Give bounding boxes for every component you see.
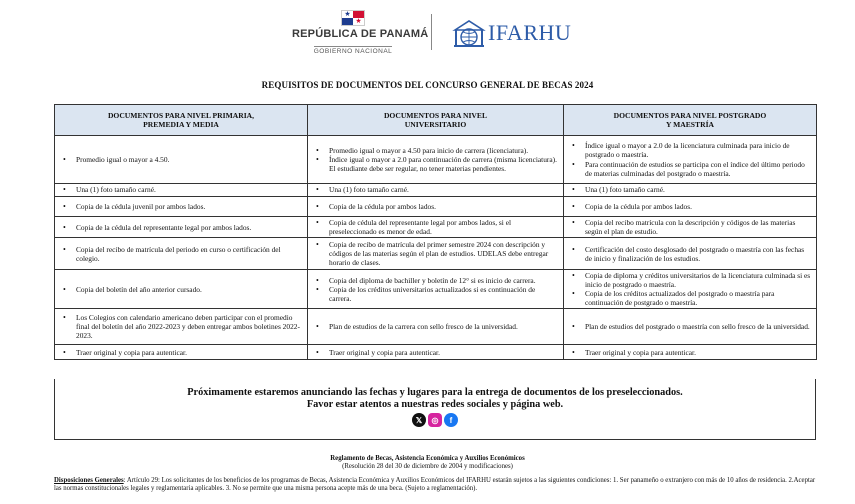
table-row (55, 309, 817, 345)
requirement-item: • Copia del recibo matrícula con la descripción y códigos de las materias según el plan de estudio. (572, 218, 812, 236)
table-cell (55, 217, 308, 238)
announcement-box (54, 379, 816, 440)
requirement-item: • Una (1) foto tamaño carné. (316, 185, 559, 194)
requirement-item: • Copia del recibo de matrícula del periodo en curso o certificación del colegio. (63, 245, 303, 263)
requirement-item: • Promedio igual o mayor a 4.50. (63, 155, 303, 164)
table-cell (308, 217, 564, 238)
dispositions-text: : Artículo 29: Los solicitantes de los beneficios de los programas de Becas, Asistencia Económica y Auxilios Económicos del IFARHU estarán sujetos a las siguientes condiciones: 1. Ser panameño o extranjero con más de 10 años de residencia. 2.Aceptar las normas constitucionales legales y reglamentaria aplicables. 3. No se permite que una misma persona acepte más de una beca. (Sujeto a reglamentación). (54, 477, 816, 493)
requirement-item: • Copia de los créditos actualizados del postgrado o maestría para continuación de postgrado o maestría. (572, 289, 812, 307)
requirement-list (63, 285, 303, 294)
requirement-item: • Los Colegios con calendario americano deben participar con el promedio final del boletín del año 2022-2023 y deben entregar ambos boletines 2022-2023. (63, 313, 303, 340)
table-row (55, 184, 817, 197)
requirement-item: • Promedio igual o mayor a 4.50 para inicio de carrera (licenciatura). (316, 146, 559, 155)
social-links (55, 413, 815, 427)
requirement-item: • Traer original y copia para autenticar. (316, 348, 559, 357)
table-cell (55, 184, 308, 197)
table-cell (564, 309, 817, 345)
column-header-1 (55, 105, 308, 136)
table-cell (308, 270, 564, 309)
requirement-list (572, 271, 812, 307)
table-cell (564, 270, 817, 309)
requirement-list (63, 185, 303, 194)
requirement-list (63, 313, 303, 340)
table-cell (308, 238, 564, 270)
table-cell (308, 309, 564, 345)
column-header-line: DOCUMENTOS PARA NIVEL POSTGRADO (613, 110, 767, 120)
requirement-list (63, 202, 303, 211)
requirement-list (572, 202, 812, 211)
column-header-line: Y MAESTRÍA (665, 120, 715, 129)
ifarhu-logo-text: IFARHU (488, 20, 572, 45)
requirement-item: • Copia de la cédula por ambos lados. (572, 202, 812, 211)
requirement-list (316, 185, 559, 194)
requirement-item: • Copia de la cédula del representante legal por ambos lados. (63, 223, 303, 232)
ifarhu-building-icon (452, 18, 486, 48)
general-dispositions (54, 477, 824, 494)
table-row (55, 238, 817, 270)
panama-government-logo (292, 10, 429, 55)
requirement-item: • Copia de la cédula juvenil por ambos lados. (63, 202, 303, 211)
requirement-item: • Índice igual o mayor a 2.0 para continuación de carrera (misma licenciatura). El estudiante debe ser regular, no tener materias pendientes. (316, 155, 559, 173)
requirement-item: • Índice igual o mayor a 2.0 de la licenciatura culminada para inicio de postgrado o maestría. (572, 141, 812, 159)
table-cell (55, 197, 308, 217)
requirement-item: • Copia de cédula del representante legal por ambos lados, si el preseleccionado es menor de edad. (316, 218, 559, 236)
table-header-row (55, 105, 817, 136)
table-cell (308, 184, 564, 197)
requirement-list (572, 218, 812, 236)
column-header-2 (308, 105, 564, 136)
column-header-line: PREMEDIA Y MEDIA (143, 120, 219, 129)
requirement-item: • Plan de estudios de la carrera con sello fresco de la universidad. (316, 322, 559, 331)
requirement-list (63, 155, 303, 164)
table-cell (564, 238, 817, 270)
table-cell (564, 217, 817, 238)
x-icon[interactable]: 𝕏 (412, 413, 426, 427)
requirement-item: • Copia de la cédula por ambos lados. (316, 202, 559, 211)
page-header (0, 10, 855, 54)
logo-divider (431, 14, 432, 50)
requirement-list (572, 141, 812, 177)
table-cell (55, 309, 308, 345)
regulation-title: Reglamento de Becas, Asistencia Económica y Auxilios Económicos (330, 455, 525, 462)
requirement-item: • Plan de estudios del postgrado o maestría con sello fresco de la universidad. (572, 322, 812, 331)
requirement-list (316, 348, 559, 357)
table-row (55, 136, 817, 184)
table-cell (55, 136, 308, 184)
table-cell (564, 136, 817, 184)
column-header-line: UNIVERSITARIO (404, 120, 467, 129)
panama-flag-icon: ★ ★ (341, 10, 365, 26)
table-row (55, 345, 817, 360)
requirement-list (316, 218, 559, 236)
column-header-line: DOCUMENTOS PARA NIVEL PRIMARIA, (107, 110, 255, 120)
requirement-list (63, 245, 303, 263)
requirement-item: • Copia de los créditos universitarios actualizados si es continuación de carrera. (316, 285, 559, 303)
requirement-list (572, 348, 812, 357)
table-cell (308, 197, 564, 217)
requirement-item: • Certificación del costo desglosado del postgrado o maestría con las fechas de inicio y finalización de los estudios. (572, 245, 812, 263)
ifarhu-logo (452, 16, 571, 50)
republic-name: REPÚBLICA DE PANAMÁ (292, 28, 429, 40)
instagram-icon[interactable]: ◎ (428, 413, 442, 427)
table-body (55, 136, 817, 360)
requirement-list (572, 245, 812, 263)
table-cell (55, 238, 308, 270)
table-cell (55, 270, 308, 309)
requirement-item: • Una (1) foto tamaño carné. (63, 185, 303, 194)
requirement-list (316, 240, 559, 267)
dispositions-label: Disposiciones Generales (54, 477, 124, 484)
table-cell (564, 197, 817, 217)
requirement-list (572, 322, 812, 331)
facebook-icon[interactable]: f (444, 413, 458, 427)
document-title: REQUISITOS DE DOCUMENTOS DEL CONCURSO GENERAL DE BECAS 2024 (261, 80, 594, 90)
announcement-line-1: Próximamente estaremos anunciando las fechas y lugares para la entrega de documentos de los preseleccionados. (187, 387, 683, 398)
table-row (55, 270, 817, 309)
column-header-line: DOCUMENTOS PARA NIVEL (383, 110, 488, 120)
requirement-item: • Para continuación de estudios se participa con el índice del último periodo de materias culminadas del postgrado o maestría. (572, 160, 812, 178)
table-cell (55, 345, 308, 360)
table-row (55, 217, 817, 238)
government-label: GOBIERNO NACIONAL (313, 48, 393, 55)
requirement-list (572, 185, 812, 194)
requirement-list (316, 276, 559, 303)
requirement-item: • Copia de recibo de matrícula del primer semestre 2024 con descripción y códigos de las materias según el plan de estudios. UDELAS debe entregar horario de clases. (316, 240, 559, 267)
requirement-item: • Copia del diploma de bachiller y boletín de 12° si es inicio de carrera. (316, 276, 559, 285)
table-cell (564, 184, 817, 197)
table-row (55, 197, 817, 217)
requirement-item: • Copia de diploma y créditos universitarios de la licenciatura culminada si es inicio de postgrado o maestría. (572, 271, 812, 289)
table-cell (564, 345, 817, 360)
requirement-item: • Una (1) foto tamaño carné. (572, 185, 812, 194)
requirement-item: • Traer original y copia para autenticar. (63, 348, 303, 357)
table-cell (308, 345, 564, 360)
requirements-table (54, 104, 817, 360)
requirement-list (63, 223, 303, 232)
requirement-list (316, 202, 559, 211)
requirement-list (316, 322, 559, 331)
requirement-item: • Copia del boletín del año anterior cursado. (63, 285, 303, 294)
requirement-item: • Traer original y copia para autenticar. (572, 348, 812, 357)
requirement-list (63, 348, 303, 357)
regulation-subtitle: (Resolución 28 del 30 de diciembre de 2004 y modificaciones) (342, 463, 513, 470)
requirement-list (316, 146, 559, 173)
table-cell (308, 136, 564, 184)
column-header-3 (564, 105, 817, 136)
announcement-line-2: Favor estar atentos a nuestras redes sociales y página web. (306, 399, 564, 410)
